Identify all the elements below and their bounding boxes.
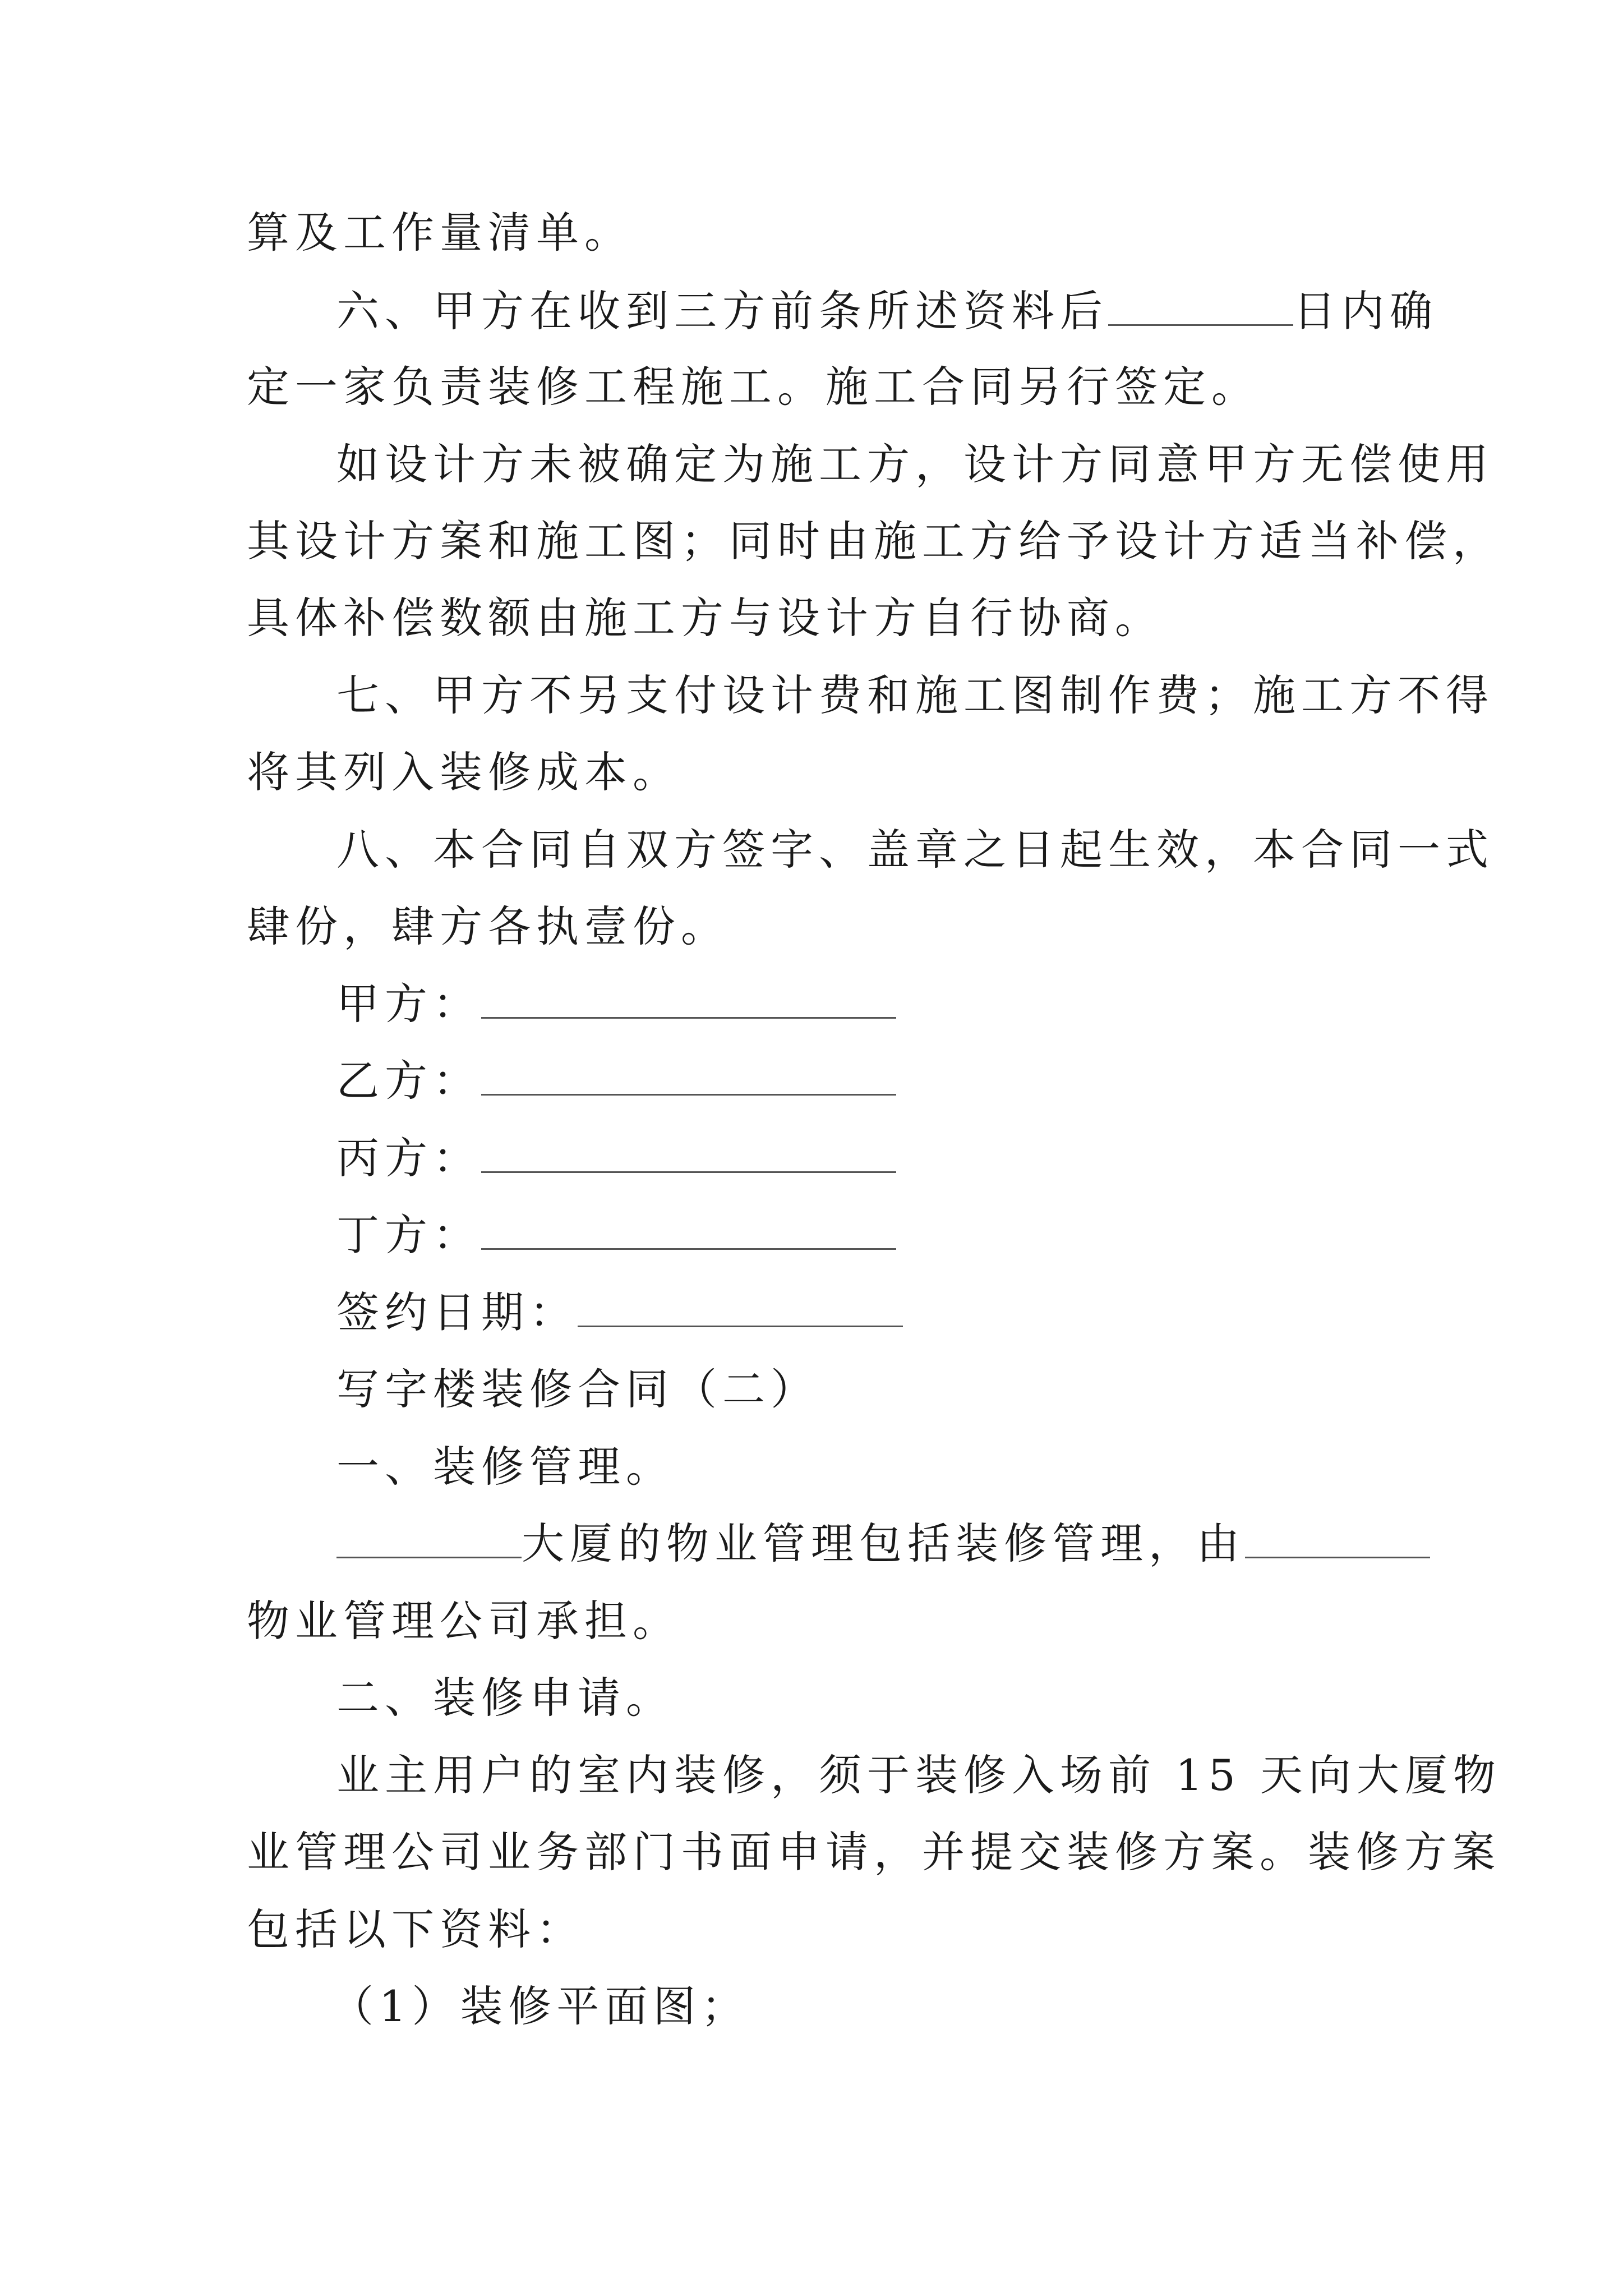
designer-note-line-2: 其设计方案和施工图；同时由施工方给予设计方适当补偿， <box>247 516 1501 566</box>
signature-party-b: 乙方： <box>336 1053 896 1109</box>
party-c-blank <box>481 1137 896 1173</box>
clause-5-end-line: 算及工作量清单。 <box>247 208 633 257</box>
building-name-blank <box>336 1522 522 1558</box>
party-a-blank <box>481 982 896 1019</box>
clause-6-line-2: 定一家负责装修工程施工。施工合同另行签定。 <box>247 362 1260 412</box>
clause-6-line-1: 六、甲方在收到三方前条所述资料后 日内确 <box>336 286 1438 336</box>
signature-party-c: 丙方： <box>336 1130 896 1186</box>
designer-note-line-3: 具体补偿数额由施工方与设计方自行协商。 <box>247 593 1163 643</box>
contract-2-title: 写字楼装修合同（二） <box>336 1364 819 1414</box>
days-blank <box>1108 289 1293 326</box>
section-2-line-1: 业主用户的室内装修，须于装修入场前 15 天向大厦物 <box>336 1750 1502 1800</box>
clause-8-line-2: 肆份，肆方各执壹份。 <box>247 901 729 951</box>
clause-7-line-1: 七、甲方不另支付设计费和施工图制作费；施工方不得 <box>336 670 1494 720</box>
signature-party-a: 甲方： <box>336 976 896 1032</box>
party-d-blank <box>481 1213 896 1250</box>
section-2-line-3: 包括以下资料： <box>247 1904 584 1954</box>
section-2-line-2: 业管理公司业务部门书面申请，并提交装修方案。装修方案 <box>247 1827 1501 1877</box>
signature-party-d: 丁方： <box>336 1207 896 1263</box>
section-1-heading: 一、装修管理。 <box>336 1442 674 1492</box>
section-2-item-1: （1）装修平面图； <box>331 1981 750 2031</box>
section-1-line-2: 物业管理公司承担。 <box>247 1596 681 1646</box>
sign-date-blank <box>578 1291 903 1327</box>
management-company-blank <box>1245 1522 1430 1558</box>
party-b-blank <box>481 1059 896 1096</box>
clause-8-line-1: 八、本合同自双方签字、盖章之日起生效，本合同一式 <box>336 825 1494 875</box>
designer-note-line-1: 如设计方未被确定为施工方，设计方同意甲方无偿使用 <box>336 439 1494 489</box>
signature-date: 签约日期： <box>336 1285 903 1341</box>
section-1-line-1: 大厦的物业管理包括装修管理，由 <box>336 1516 1430 1572</box>
section-2-heading: 二、装修申请。 <box>336 1673 674 1723</box>
clause-7-line-2: 将其列入装修成本。 <box>247 747 681 797</box>
